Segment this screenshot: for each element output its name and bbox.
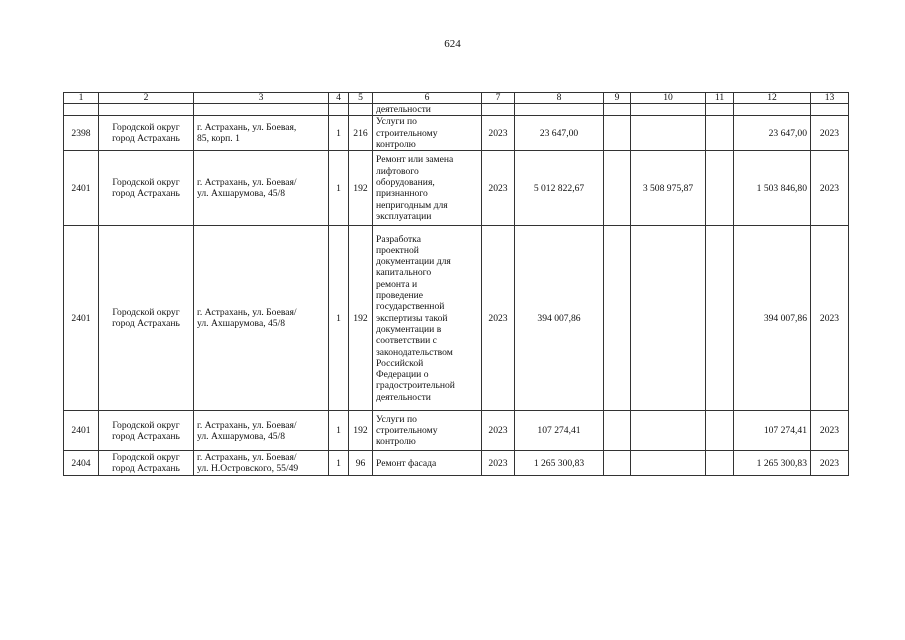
- col-9: [604, 151, 631, 226]
- table-row: [64, 451, 849, 476]
- municipality: Городской округ город Астрахань: [99, 151, 194, 226]
- year: 2023: [482, 411, 515, 451]
- col-4: 1: [329, 116, 349, 151]
- column-header: 4: [329, 93, 349, 104]
- col-4: 1: [329, 226, 349, 411]
- address: г. Астрахань, ул. Боевая, 85, корп. 1: [194, 116, 329, 151]
- page-number: 624: [444, 38, 461, 50]
- col-9: [604, 411, 631, 451]
- work-type: Услуги по строительному контролю: [373, 116, 482, 151]
- total-cost: 23 647,00: [515, 116, 604, 151]
- column-header: 5: [349, 93, 373, 104]
- end-year: 2023: [811, 411, 849, 451]
- col-11: [706, 116, 734, 151]
- row-number: 2398: [64, 116, 99, 151]
- table-row: [64, 411, 849, 451]
- year: 2023: [482, 451, 515, 476]
- end-year: 2023: [811, 116, 849, 151]
- total-cost: 107 274,41: [515, 411, 604, 451]
- address: г. Астрахань, ул. Боевая/ ул. Н.Островского, 55/49: [194, 451, 329, 476]
- table-row: [64, 116, 849, 151]
- col-5: 192: [349, 411, 373, 451]
- address: г. Астрахань, ул. Боевая/ ул. Ахшарумова, 45/8: [194, 411, 329, 451]
- work-type: Разработка проектной документации для капитального ремонта и проведение государственной экспертизы такой документации в соответствии с законодательством Российской Федерации о градостроительной деятельности: [373, 226, 482, 411]
- col-12: 107 274,41: [734, 411, 811, 451]
- col-9: [604, 451, 631, 476]
- col-10: [631, 451, 706, 476]
- work-type: Услуги по строительному контролю: [373, 411, 482, 451]
- col-5: 192: [349, 226, 373, 411]
- col-4: 1: [329, 411, 349, 451]
- col-12: 1 265 300,83: [734, 451, 811, 476]
- row-number: 2401: [64, 151, 99, 226]
- col-5: 96: [349, 451, 373, 476]
- column-header: 3: [194, 93, 329, 104]
- municipality: Городской округ город Астрахань: [99, 116, 194, 151]
- column-header: 2: [99, 93, 194, 104]
- col-4: 1: [329, 451, 349, 476]
- column-header: 10: [631, 93, 706, 104]
- header-row: [64, 93, 849, 104]
- col-10: 3 508 975,87: [631, 151, 706, 226]
- total-cost: 5 012 822,67: [515, 151, 604, 226]
- col-11: [706, 151, 734, 226]
- col-11: [706, 451, 734, 476]
- col-12: 394 007,86: [734, 226, 811, 411]
- continuation-text: деятельности: [373, 104, 482, 116]
- column-header: 8: [515, 93, 604, 104]
- table-row: [64, 226, 849, 411]
- col-10: [631, 411, 706, 451]
- column-header: 12: [734, 93, 811, 104]
- year: 2023: [482, 116, 515, 151]
- col-11: [706, 226, 734, 411]
- column-header: 1: [64, 93, 99, 104]
- address: г. Астрахань, ул. Боевая/ ул. Ахшарумова, 45/8: [194, 226, 329, 411]
- year: 2023: [482, 151, 515, 226]
- continuation-row: [64, 104, 849, 116]
- col-5: 192: [349, 151, 373, 226]
- col-4: 1: [329, 151, 349, 226]
- end-year: 2023: [811, 226, 849, 411]
- col-10: [631, 226, 706, 411]
- end-year: 2023: [811, 451, 849, 476]
- data-table: [63, 92, 849, 476]
- work-type: Ремонт фасада: [373, 451, 482, 476]
- col-12: 1 503 846,80: [734, 151, 811, 226]
- col-9: [604, 116, 631, 151]
- column-header: 7: [482, 93, 515, 104]
- row-number: 2404: [64, 451, 99, 476]
- column-header: 6: [373, 93, 482, 104]
- row-number: 2401: [64, 226, 99, 411]
- work-type: Ремонт или замена лифтового оборудования, признанного непригодным для эксплуатации: [373, 151, 482, 226]
- end-year: 2023: [811, 151, 849, 226]
- municipality: Городской округ город Астрахань: [99, 226, 194, 411]
- column-header: 13: [811, 93, 849, 104]
- col-9: [604, 226, 631, 411]
- col-5: 216: [349, 116, 373, 151]
- row-number: 2401: [64, 411, 99, 451]
- total-cost: 394 007,86: [515, 226, 604, 411]
- column-header: 11: [706, 93, 734, 104]
- municipality: Городской округ город Астрахань: [99, 411, 194, 451]
- address: г. Астрахань, ул. Боевая/ ул. Ахшарумова, 45/8: [194, 151, 329, 226]
- col-12: 23 647,00: [734, 116, 811, 151]
- year: 2023: [482, 226, 515, 411]
- municipality: Городской округ город Астрахань: [99, 451, 194, 476]
- total-cost: 1 265 300,83: [515, 451, 604, 476]
- col-11: [706, 411, 734, 451]
- column-header: 9: [604, 93, 631, 104]
- col-10: [631, 116, 706, 151]
- table-row: [64, 151, 849, 226]
